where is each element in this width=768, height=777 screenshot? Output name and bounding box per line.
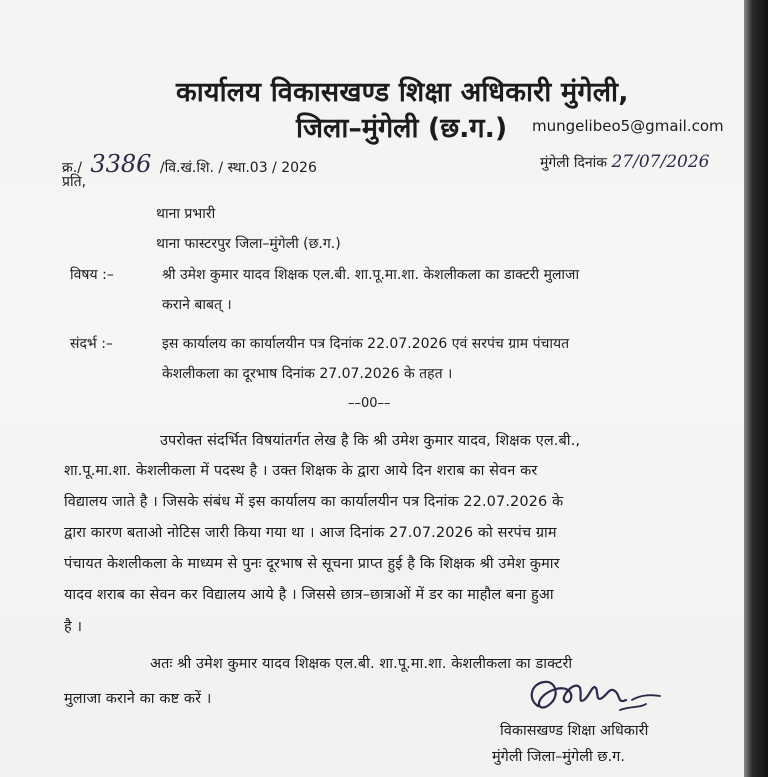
office-email: mungelibeo5@gmail.com (532, 117, 724, 135)
body-line: उपरोक्त संदर्भित विषयांतर्गत लेख है कि श्री उमेश कुमार यादव, शिक्षक एल.बी., (160, 433, 581, 449)
office-title: कार्यालय विकासखण्ड शिक्षा अधिकारी मुंगेली, (176, 77, 629, 108)
body-line: विद्यालय जाते है । जिसके संबंध में इस कार्यालय का कार्यालयीन पत्र दिनांक 22.07.2026 के (64, 494, 564, 510)
subject-line-2: कराने बाबत् । (162, 297, 232, 313)
ref-prefix: क्र./ (62, 160, 82, 176)
recipient-line-1: थाना प्रभारी (156, 206, 216, 222)
body-line: पंचायत केशलीकला के माध्यम से पुनः दूरभाष से सूचना प्राप्त हुई है कि शिक्षक श्री उमेश कुमार (64, 556, 560, 572)
photo-background-edge (744, 0, 768, 777)
ref-suffix: /वि.खं.शि. / स्था.03 / 2026 (159, 160, 317, 176)
closing-line-1: अतः श्री उमेश कुमार यादव शिक्षक एल.बी. शा.पू.मा.शा. केशलीकला का डाक्टरी (150, 656, 573, 672)
section-divider: ––00–– (348, 396, 391, 411)
date-line (540, 152, 709, 172)
to-label: प्रति, (62, 174, 87, 190)
handwritten-ref-number: 3386 (90, 150, 152, 178)
body-line: है । (64, 619, 83, 635)
closing-line-2: मुलाजा कराने का कष्ट करें । (64, 691, 212, 707)
subject-label: विषय :– (70, 267, 114, 283)
office-district: जिला–मुंगेली (छ.ग.) (296, 113, 508, 144)
reference-number-line (62, 150, 317, 178)
recipient-line-2: थाना फास्टरपुर जिला–मुंगेली (छ.ग.) (156, 236, 341, 252)
reference-line-2: केशलीकला का दूरभाष दिनांक 27.07.2026 के तहत । (162, 366, 453, 382)
body-line: द्वारा कारण बताओ नोटिस जारी किया गया था । आज दिनांक 27.07.2026 को सरपंच ग्राम (64, 525, 557, 541)
signatory-title: विकासखण्ड शिक्षा अधिकारी (500, 723, 649, 739)
body-line: यादव शराब का सेवन कर विद्यालय आये है । जिससे छात्र–छात्राओं में डर का माहौल बना हुआ (64, 587, 554, 603)
handwritten-date: 27/07/2026 (611, 152, 710, 172)
subject-line-1: श्री उमेश कुमार यादव शिक्षक एल.बी. शा.पू.मा.शा. केशलीकला का डाक्टरी मुलाजा (162, 267, 580, 283)
signatory-place: मुंगेली जिला–मुंगेली छ.ग. (492, 749, 625, 765)
body-line: शा.पू.मा.शा. केशलीकला में पदस्थ है । उक्त शिक्षक के द्वारा आये दिन शराब का सेवन कर (64, 463, 538, 479)
reference-label: संदर्भ :– (70, 336, 113, 352)
reference-line-1: इस कार्यालय का कार्यालयीन पत्र दिनांक 22.07.2026 एवं सरपंच ग्राम पंचायत (162, 336, 570, 352)
handwritten-signature (520, 670, 700, 720)
date-label: मुंगेली दिनांक (540, 155, 608, 171)
